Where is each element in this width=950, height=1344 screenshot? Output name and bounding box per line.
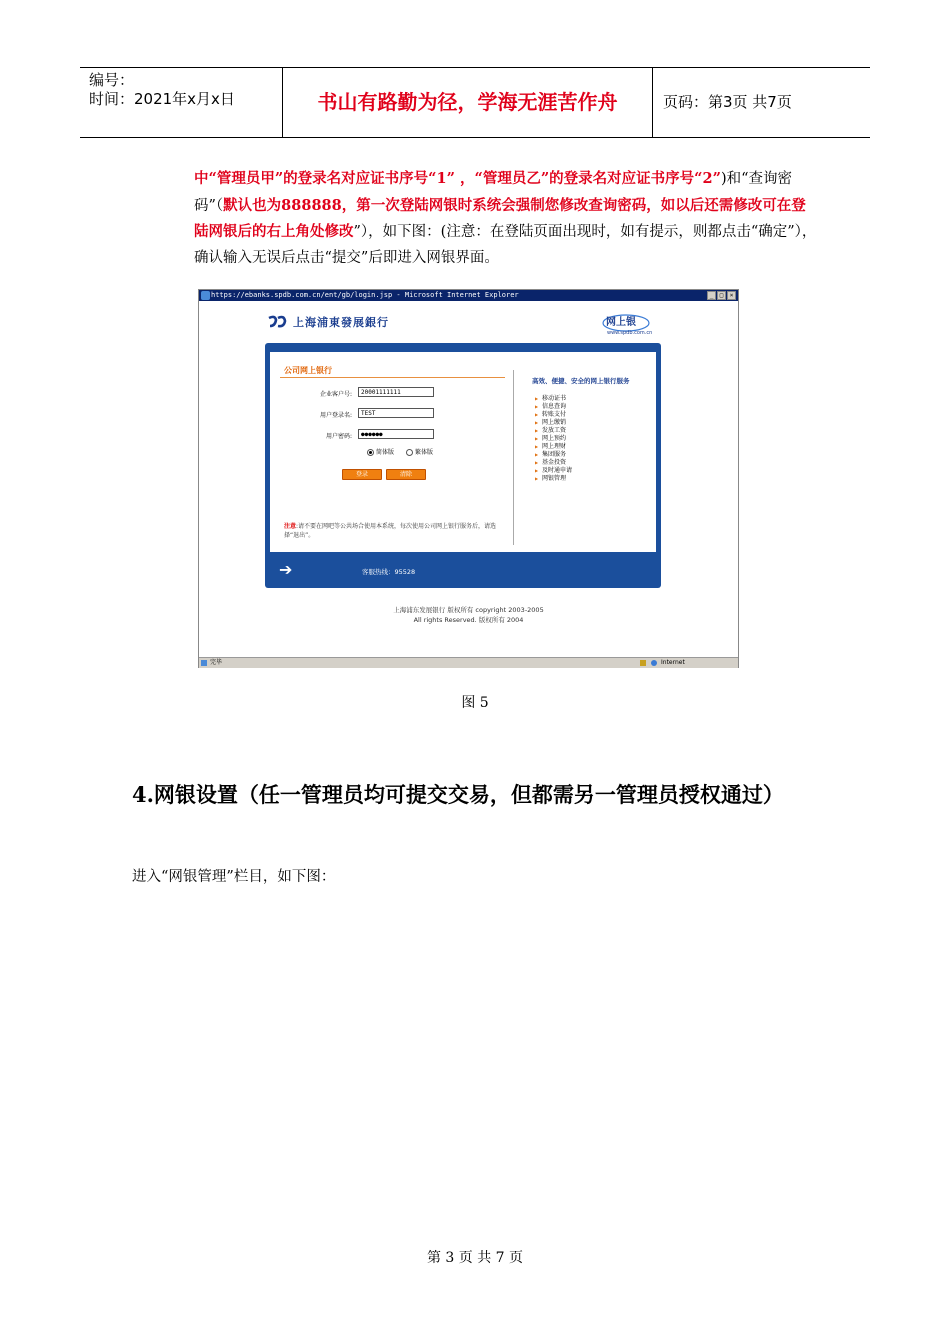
- para-black-1: )和“查询密码”（: [194, 171, 793, 214]
- service-link[interactable]: ▶ 移动证书: [542, 395, 566, 402]
- instruction-paragraph: [194, 166, 818, 271]
- service-link[interactable]: ▶ 基金投资: [542, 459, 566, 466]
- header-meta: [80, 68, 282, 137]
- clear-button[interactable]: 清除: [386, 469, 426, 480]
- login-panel: [265, 343, 661, 588]
- services-title: 高效、便捷、安全的网上银行服务: [532, 377, 630, 385]
- password-label: 用户密码:: [325, 433, 352, 440]
- login-button[interactable]: 登录: [342, 469, 382, 480]
- header-page-info: 页码：第3页 共7页: [663, 93, 792, 111]
- radio-unchecked-icon: [406, 449, 413, 456]
- copyright-line-2: All rights Reserved. 版权所有 2004: [413, 616, 524, 624]
- lock-icon: [640, 660, 646, 666]
- ie-status-bar: [199, 657, 738, 668]
- customer-no-label: 企业客户号:: [319, 391, 352, 398]
- arrow-right-icon: ➔: [279, 560, 293, 579]
- note-text: :请不要在网吧等公共场合使用本系统，每次使用公司网上银行服务后，请选择“退出”。: [284, 523, 497, 539]
- service-link[interactable]: ▶ 信息查询: [542, 403, 566, 410]
- note-label: 注意: [284, 523, 297, 530]
- netbank-logo-text: 网上银: [606, 317, 636, 328]
- page-footer: 第 3 页 共 7 页: [426, 1250, 524, 1266]
- panel-title-rule: [280, 377, 505, 378]
- panel-divider: [513, 370, 514, 545]
- login-panel-body: [270, 352, 656, 552]
- service-link[interactable]: ▶ 发放工资: [542, 427, 566, 434]
- radio-simplified[interactable]: [367, 447, 394, 456]
- username-label: 用户登录名:: [319, 412, 352, 419]
- ie-title-bar: [199, 290, 738, 301]
- doc-time-label: 时间：2021年x月x日: [89, 90, 235, 108]
- ie-window-title: https://ebanks.spdb.com.cn/ent/gb/login.jsp - Microsoft Internet Explorer: [211, 291, 519, 299]
- zone-text: Internet: [661, 659, 685, 666]
- service-link[interactable]: ▶ 及时通申请: [542, 467, 572, 474]
- netbank-url: www.spdb.com.cn: [607, 330, 653, 336]
- hotline-text: 客服热线：95528: [362, 568, 416, 576]
- minimize-icon[interactable]: _: [707, 291, 716, 300]
- header-motto: 书山有路勤为径，学海无涯苦作舟: [282, 68, 653, 137]
- panel-title: 公司网上银行: [284, 366, 332, 375]
- section-intro: 进入“网银管理”栏目，如下图：: [132, 869, 336, 885]
- service-link[interactable]: ▶ 网上预约: [542, 435, 566, 442]
- ie-icon: [201, 291, 210, 300]
- customer-no-input[interactable]: 20001111111: [358, 387, 434, 397]
- service-link[interactable]: ▶ 网银管理: [542, 475, 566, 482]
- radio-checked-icon: [367, 449, 374, 456]
- username-input[interactable]: TEST: [358, 408, 434, 418]
- figure-caption: 图 5: [461, 695, 489, 711]
- para-black-2: ”），如下图：(注意：在登陆页面出现时，如有提示，则都点击“确定”），确认输入无误后点击“提交”后即进入网银界面。: [194, 224, 817, 266]
- page-header: [80, 67, 870, 138]
- close-icon[interactable]: ×: [727, 291, 736, 300]
- radio-traditional-label: 繁体版: [415, 449, 434, 456]
- status-text: 完毕: [210, 659, 223, 666]
- radio-simplified-label: 简体版: [376, 449, 395, 456]
- bank-banner: [199, 301, 738, 340]
- service-link[interactable]: ▶ 网上缴销: [542, 419, 566, 426]
- para-red-1: 中“管理员甲”的登录名对应证书序号“1” ，“管理员乙”的登录名对应证书序号“2”: [194, 170, 721, 187]
- section-heading: 4.网银设置（任一管理员均可提交交易，但都需另一管理员授权通过）: [132, 782, 784, 807]
- spdb-logo-icon: [267, 315, 287, 329]
- doc-number-label: 编号：: [89, 71, 135, 89]
- service-link[interactable]: ▶ 转账支付: [542, 411, 566, 418]
- globe-icon: [651, 660, 657, 666]
- para-red-2: 默认也为888888，第一次登陆网银时系统会强制您修改查询密码，如以后还需修改可在登陆网银后的右上角处修改: [194, 196, 806, 240]
- service-link[interactable]: ▶ 集团服务: [542, 451, 566, 458]
- radio-traditional[interactable]: [406, 447, 433, 456]
- copyright-line-1: 上海浦东发展银行 版权所有 copyright 2003-2005: [393, 606, 544, 614]
- window-controls: [707, 291, 736, 300]
- password-input[interactable]: ●●●●●●: [358, 429, 434, 439]
- bank-name: 上海浦東發展銀行: [293, 316, 389, 329]
- security-note: [284, 522, 499, 540]
- page-icon: [201, 660, 207, 666]
- maximize-icon[interactable]: □: [717, 291, 726, 300]
- login-page-screenshot: [198, 289, 739, 668]
- service-link[interactable]: ▶ 网上理财: [542, 443, 566, 450]
